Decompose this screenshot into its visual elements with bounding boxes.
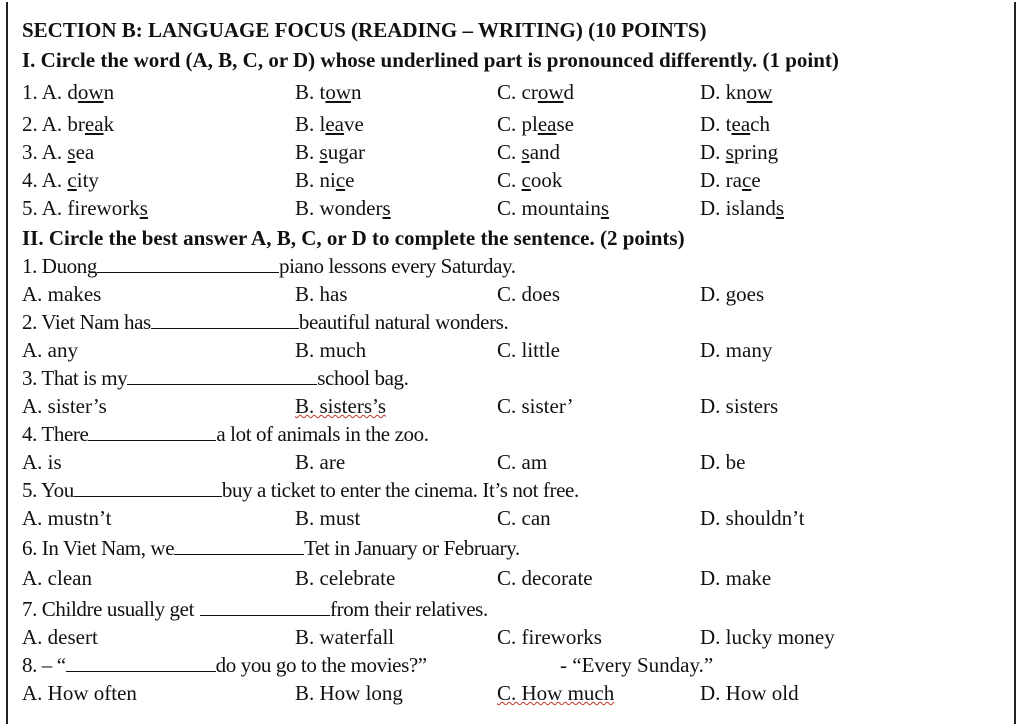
option-a[interactable]: A. mustn’t [22,506,112,530]
option-b[interactable]: B. celebrate [295,566,396,590]
word-part: C. cr [497,80,538,104]
word-part: D. t [700,112,732,136]
question-sentence: 7. Childre usually get from their relatives. [22,597,488,621]
word-part: ch [750,112,770,136]
option-a[interactable] [22,112,114,136]
option-a[interactable] [22,168,99,192]
option-a[interactable] [22,80,114,104]
word-part: e [345,168,355,192]
question-number: 2. [22,112,38,136]
option-b[interactable]: B. much [295,338,367,362]
underlined-part: ow [77,80,104,104]
question-sentence: 8. – “ do you go to the movies?” [22,653,427,677]
option-d[interactable] [700,196,784,220]
option-d[interactable]: D. How old [700,681,799,705]
option-a[interactable]: A. any [22,338,78,362]
word-part: k [103,112,115,136]
option-d[interactable] [700,140,778,164]
underlined-part: s [725,140,734,164]
option-a[interactable]: A. desert [22,625,98,649]
option-c[interactable]: C. am [497,450,548,474]
answer-blank[interactable] [127,366,317,385]
option-b[interactable] [295,196,391,220]
underlined-part: c [67,168,77,192]
section-title: SECTION B: LANGUAGE FOCUS (READING – WRITING) (10 POINTS) [22,18,707,42]
option-c[interactable] [497,196,609,220]
question-sentence: 3. That is my school bag. [22,366,409,390]
word-part: ea [75,140,95,164]
answer-blank[interactable] [66,653,216,672]
option-c[interactable]: C. fireworks [497,625,602,649]
word-part: B. ni [295,168,336,192]
option-d[interactable] [700,80,772,104]
word-part: C. [497,168,522,192]
word-part: A. firework [41,196,140,220]
option-b[interactable]: B. has [295,282,348,306]
option-b[interactable] [295,140,365,164]
option-d[interactable]: D. be [700,450,746,474]
word-part: ve [344,112,364,136]
question-number: 3. [22,140,38,164]
option-a[interactable]: A. clean [22,566,92,590]
word-part: C. [497,140,522,164]
option-c[interactable] [497,80,574,104]
question-sentence: 2. Viet Nam has beautiful natural wonders. [22,310,509,334]
underlined-part: ea [325,112,344,136]
word-part: n [103,80,115,104]
option-a[interactable] [22,140,94,164]
underlined-part: s [67,140,76,164]
option-c[interactable]: C. little [497,338,560,362]
word-part: e [751,168,761,192]
question-sentence: 6. In Viet Nam, we Tet in January or February. [22,536,520,560]
underlined-part: s [521,140,530,164]
option-d[interactable]: D. lucky money [700,625,835,649]
answer-blank[interactable] [74,478,222,497]
option-c[interactable] [497,168,562,192]
option-d[interactable] [700,168,761,192]
option-a[interactable]: A. makes [22,282,102,306]
option-c[interactable] [497,140,560,164]
option-d[interactable] [700,112,770,136]
answer-blank[interactable] [97,254,279,273]
word-part: se [556,112,574,136]
underlined-part: ow [325,80,352,104]
word-part: D. island [700,196,776,220]
option-c[interactable]: C. can [497,506,551,530]
option-c[interactable]: C. How much [497,681,615,705]
option-d[interactable]: D. goes [700,282,765,306]
question-number: 1. [22,80,38,104]
word-part: A. [41,140,68,164]
option-c[interactable]: C. decorate [497,566,593,590]
underlined-part: ea [731,112,751,136]
option-d[interactable]: D. sisters [700,394,779,418]
word-part: D. ra [700,168,742,192]
word-part: D. [700,140,726,164]
word-part: C. mountain [497,196,601,220]
word-part: ity [76,168,99,192]
word-part: B. wonder [295,196,383,220]
underlined-part: s [600,196,610,220]
option-a[interactable]: A. is [22,450,62,474]
part2-heading: II. Circle the best answer A, B, C, or D to complete the sentence. (2 points) [22,226,685,250]
underlined-part: ow [537,80,564,104]
question-sentence: 4. There a lot of animals in the zoo. [22,422,429,446]
option-c[interactable]: C. does [497,282,560,306]
word-part: d [563,80,574,104]
word-part: ugar [327,140,366,164]
answer-blank[interactable] [200,597,330,616]
underlined-part: s [319,140,328,164]
word-part: D. kn [700,80,747,104]
underlined-part: ea [84,112,104,136]
option-c[interactable]: C. sister’ [497,394,574,418]
option-b[interactable]: B. waterfall [295,625,395,649]
word-part: and [529,140,561,164]
option-a[interactable] [22,196,148,220]
underlined-part: c [335,168,346,192]
option-b[interactable]: B. sisters’s [295,394,387,418]
option-d[interactable]: D. make [700,566,772,590]
option-b[interactable]: B. are [295,450,346,474]
answer-blank[interactable] [88,422,216,441]
answer-blank[interactable] [151,310,299,329]
word-part: A. d [41,80,78,104]
option-b[interactable]: B. How long [295,681,403,705]
option-d[interactable]: D. many [700,338,773,362]
option-a[interactable]: A. How often [22,681,137,705]
answer-blank[interactable] [174,536,304,555]
underlined-part: c [521,168,531,192]
word-part: A. [41,168,68,192]
question-number: 4. [22,168,38,192]
word-part: B. l [295,112,326,136]
word-part: A. br [41,112,85,136]
answer-reply: - “Every Sunday.” [560,653,714,677]
option-b[interactable] [295,80,362,104]
option-a[interactable]: A. sister’s [22,394,107,418]
option-b[interactable] [295,168,355,192]
word-part: n [351,80,362,104]
underlined-part: s [382,196,391,220]
underlined-part: c [741,168,752,192]
option-b[interactable] [295,112,364,136]
option-c[interactable] [497,112,574,136]
word-part: C. pl [497,112,538,136]
underlined-part: ea [537,112,557,136]
option-d[interactable]: D. shouldn’t [700,506,805,530]
underlined-part: ow [746,80,773,104]
word-part: B. [295,140,320,164]
word-part: ook [530,168,563,192]
underlined-part: s [139,196,148,220]
question-sentence: 1. Duong piano lessons every Saturday. [22,254,516,278]
underlined-part: s [775,196,785,220]
question-number: 5. [22,196,38,220]
word-part: B. t [295,80,326,104]
option-b[interactable]: B. must [295,506,361,530]
word-part: pring [733,140,779,164]
part1-heading: I. Circle the word (A, B, C, or D) whose underlined part is pronounced differently. (1 point) [22,48,839,72]
question-sentence: 5. You buy a ticket to enter the cinema. It’s not free. [22,478,579,502]
